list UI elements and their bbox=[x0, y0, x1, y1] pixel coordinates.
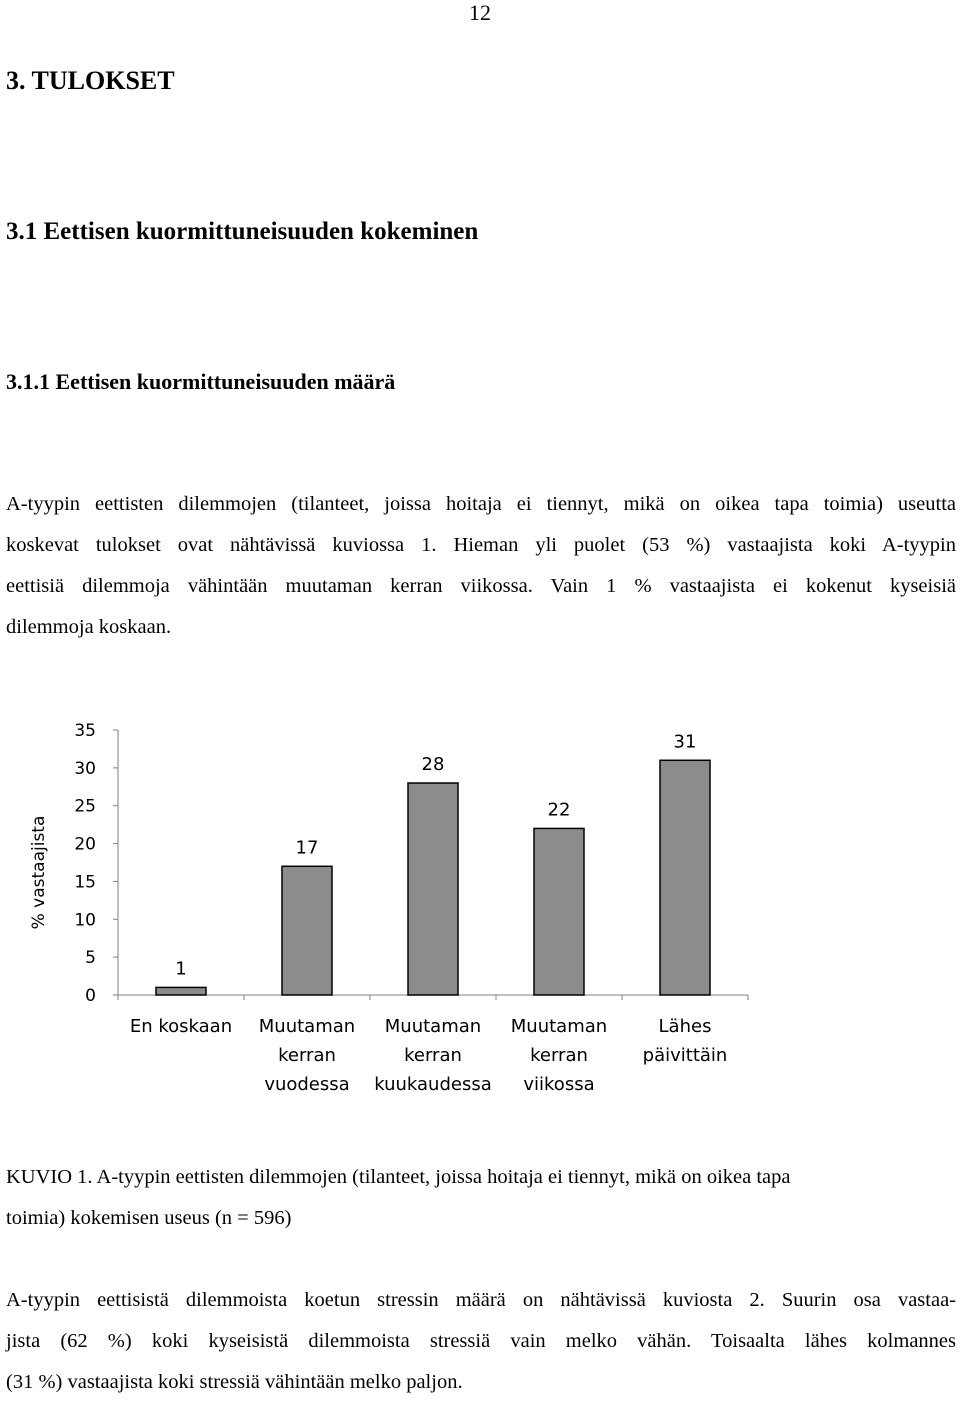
x-category-label: Muutaman bbox=[510, 1016, 608, 1037]
caption-line: KUVIO 1. A-tyypin eettisten dilemmojen (tilanteet, joissa hoitaja ei tiennyt, mikä on oikea tapa bbox=[6, 1166, 791, 1188]
y-tick-label: 15 bbox=[74, 872, 96, 893]
heading-results: 3. TULOKSET bbox=[6, 66, 175, 95]
x-category-label: Lähes bbox=[658, 1016, 712, 1037]
bar-chart-svg bbox=[0, 700, 960, 1120]
paragraph-line: koskevat tulokset ovat nähtävissä kuviossa 1. Hieman yli puolet (53 %) vastaajista koki A-tyypin bbox=[6, 534, 956, 556]
x-category-label: päivittäin bbox=[642, 1045, 728, 1066]
x-category-label: kerran bbox=[404, 1045, 462, 1066]
data-label: 1 bbox=[175, 958, 187, 980]
y-axis-label: % vastaajista bbox=[29, 815, 49, 930]
bar bbox=[534, 828, 584, 995]
x-category-label: viikossa bbox=[523, 1074, 595, 1095]
paragraph-line: jista (62 %) koki kyseisistä dilemmoista stressiä vain melko vähän. Toisaalta lähes kolmannes bbox=[6, 1330, 956, 1352]
x-category-label: Muutaman bbox=[258, 1016, 356, 1037]
y-tick-label: 30 bbox=[74, 758, 96, 779]
paragraph-line: eettisiä dilemmoja vähintään muutaman kerran viikossa. Vain 1 % vastaajista ei kokenut kyseisiä bbox=[6, 575, 956, 597]
paragraph-intro bbox=[6, 484, 956, 648]
y-tick-label: 20 bbox=[74, 834, 96, 855]
x-category-label: kerran bbox=[278, 1045, 336, 1066]
x-category-label: kerran bbox=[530, 1045, 588, 1066]
paragraph-line: dilemmoja koskaan. bbox=[6, 616, 172, 638]
data-label: 22 bbox=[547, 799, 571, 821]
y-tick-label: 35 bbox=[74, 721, 96, 741]
heading-ethical-strain-experience: 3.1 Eettisen kuormittuneisuuden kokeminen bbox=[6, 218, 479, 245]
x-category-label: vuodessa bbox=[264, 1074, 350, 1095]
x-category-label: kuukaudessa bbox=[374, 1074, 492, 1095]
heading-ethical-strain-amount: 3.1.1 Eettisen kuormittuneisuuden määrä bbox=[6, 369, 396, 394]
x-category-label: Muutaman bbox=[384, 1016, 482, 1037]
bar-chart bbox=[0, 700, 960, 1120]
paragraph-line: (31 %) vastaajista koki stressiä vähintään melko paljon. bbox=[6, 1371, 463, 1393]
data-label: 31 bbox=[673, 731, 697, 753]
paragraph-stress bbox=[6, 1280, 956, 1403]
page-number: 12 bbox=[469, 0, 491, 25]
caption-line: toimia) kokemisen useus (n = 596) bbox=[6, 1207, 292, 1229]
paragraph-line: A-tyypin eettisistä dilemmoista koetun stressin määrä on nähtävissä kuviosta 2. Suurin osa vastaa- bbox=[6, 1289, 956, 1311]
y-tick-label: 10 bbox=[74, 910, 96, 931]
y-tick-label: 0 bbox=[85, 986, 96, 1006]
bar bbox=[156, 987, 206, 995]
bar bbox=[408, 783, 458, 995]
y-tick-label: 5 bbox=[85, 948, 96, 969]
figure-caption bbox=[6, 1157, 956, 1239]
y-tick-label: 25 bbox=[74, 796, 96, 817]
data-label: 28 bbox=[421, 754, 445, 775]
paragraph-line: A-tyypin eettisten dilemmojen (tilanteet, joissa hoitaja ei tiennyt, mikä on oikea tapa toimia) useutta bbox=[6, 493, 956, 515]
x-category-label: En koskaan bbox=[129, 1016, 233, 1037]
bar bbox=[660, 760, 710, 995]
bar bbox=[282, 866, 332, 995]
data-label: 17 bbox=[295, 837, 319, 859]
